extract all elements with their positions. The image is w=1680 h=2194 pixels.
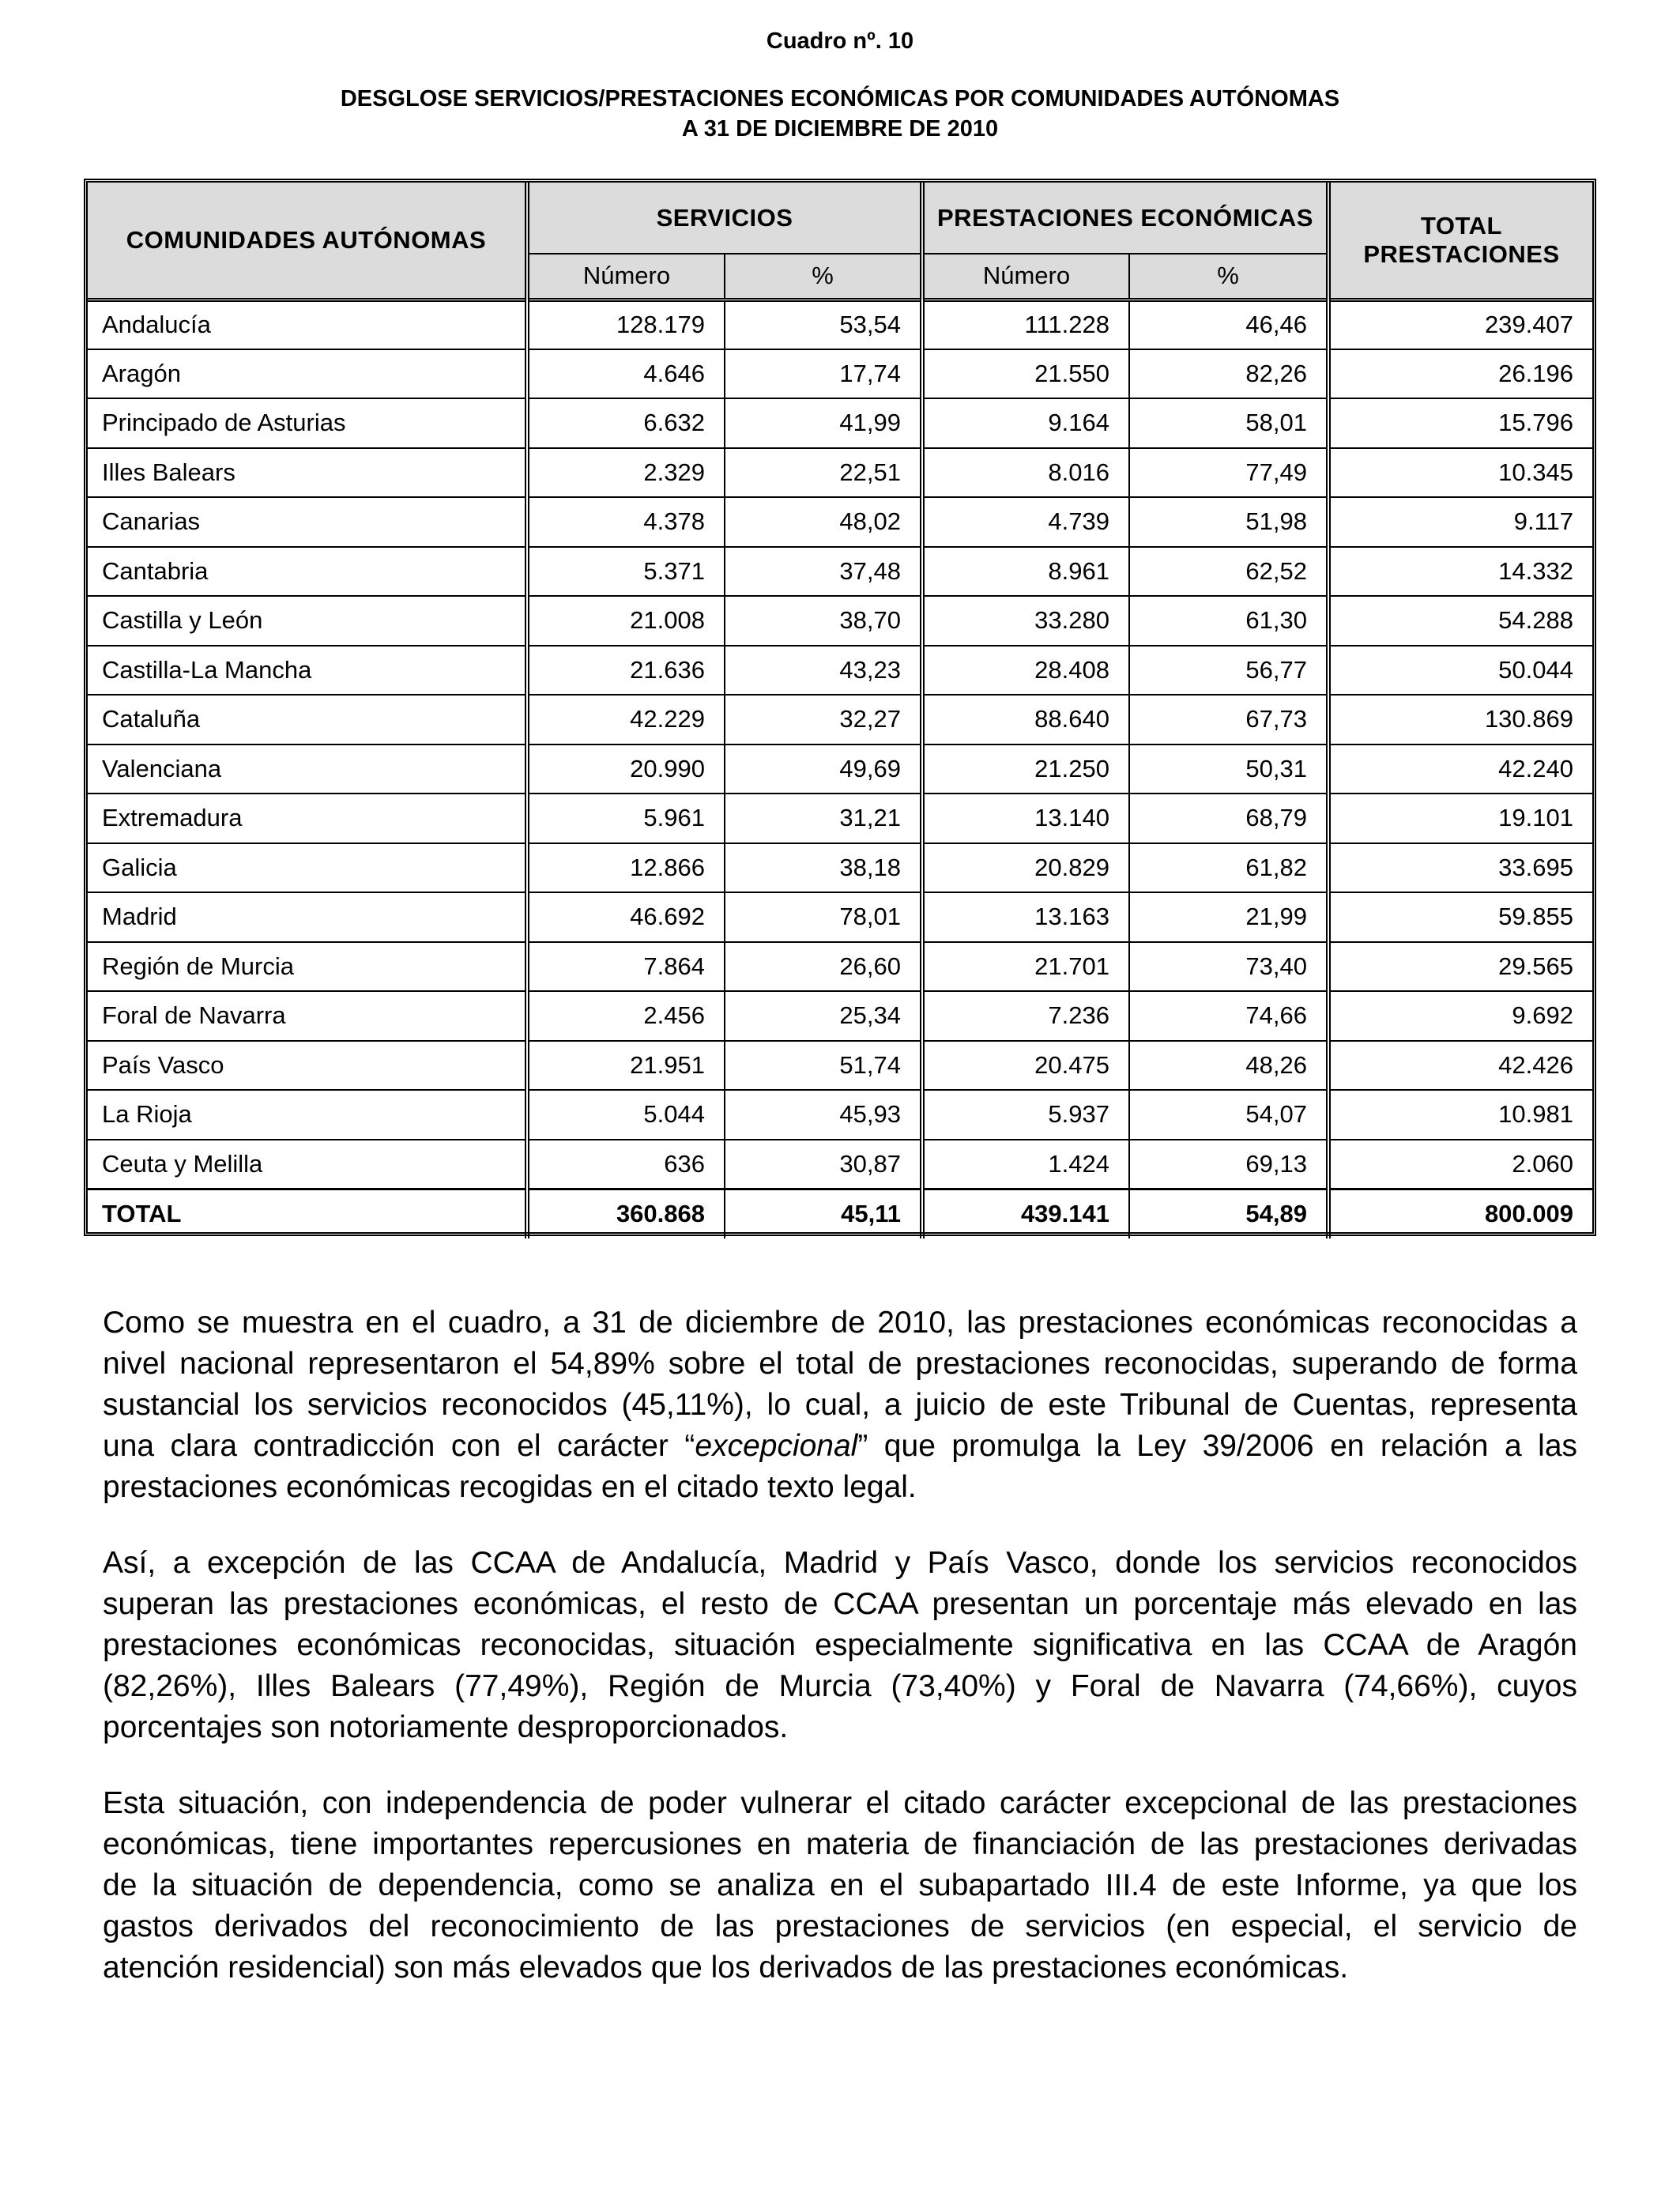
cell-serv-pct: 78,01 (725, 892, 922, 942)
cell-region: Andalucía (88, 300, 527, 349)
subheader-serv-numero: Número (527, 254, 725, 300)
table-row (88, 349, 1592, 399)
table-row (88, 1090, 1592, 1140)
cell-total: 54.288 (1328, 596, 1592, 646)
cell-prest-numero: 13.163 (922, 892, 1129, 942)
paragraph-1 (103, 1302, 1577, 1508)
cell-total: 15.796 (1328, 398, 1592, 448)
cell-prest-numero: 21.550 (922, 349, 1129, 399)
cell-prest-numero: 8.016 (922, 448, 1129, 498)
paragraph-2 (103, 1543, 1577, 1748)
cell-prest-pct: 51,98 (1129, 497, 1328, 547)
cell-serv-pct: 26,60 (725, 942, 922, 992)
paragraph-line: sustancial los servicios reconocidos (45,11%), lo cual, a juicio de este Tribunal de Cuentas, representa (103, 1388, 1577, 1422)
paragraph-3 (103, 1783, 1577, 1989)
cell-serv-pct: 45,11 (725, 1189, 922, 1238)
table-title-line-2: A 31 DE DICIEMBRE DE 2010 (681, 116, 999, 141)
cell-serv-numero: 12.866 (527, 843, 725, 893)
cell-prest-numero: 33.280 (922, 596, 1129, 646)
cell-total: 42.240 (1328, 745, 1592, 794)
cell-prest-numero: 20.829 (922, 843, 1129, 893)
cell-prest-numero: 21.701 (922, 942, 1129, 992)
cell-prest-numero: 5.937 (922, 1090, 1129, 1140)
paragraph-line (103, 1426, 1577, 1467)
paragraph-line: porcentajes son notoriamente desproporcionados. (103, 1710, 789, 1744)
cell-prest-numero: 4.739 (922, 497, 1129, 547)
cell-region: Cataluña (88, 695, 527, 745)
paragraph-line: gastos derivados del reconocimiento de las prestaciones de servicios (en especial, el servicio de (103, 1909, 1577, 1943)
cell-total: 239.407 (1328, 300, 1592, 349)
header-prestaciones: PRESTACIONES ECONÓMICAS (922, 183, 1328, 254)
data-table (84, 179, 1596, 1236)
cell-serv-pct: 53,54 (725, 300, 922, 349)
cell-total: 10.345 (1328, 448, 1592, 498)
header-servicios: SERVICIOS (527, 183, 922, 254)
table-row (88, 695, 1592, 745)
cell-serv-pct: 41,99 (725, 398, 922, 448)
cell-serv-numero: 4.646 (527, 349, 725, 399)
cell-prest-pct: 62,52 (1129, 547, 1328, 597)
cell-prest-pct: 73,40 (1129, 942, 1328, 992)
table-row (88, 448, 1592, 498)
cell-prest-pct: 69,13 (1129, 1140, 1328, 1189)
emphasis-text: excepcional (695, 1429, 858, 1463)
cell-prest-pct: 48,26 (1129, 1041, 1328, 1091)
table-row (88, 892, 1592, 942)
header-total (1328, 183, 1592, 300)
subheader-serv-pct: % (725, 254, 922, 300)
cell-serv-pct: 30,87 (725, 1140, 922, 1189)
cell-serv-pct: 22,51 (725, 448, 922, 498)
line-fragment: una clara contradicción con el carácter “ (103, 1429, 695, 1463)
subheader-prest-pct: % (1129, 254, 1328, 300)
table-row (88, 398, 1592, 448)
cell-region: Madrid (88, 892, 527, 942)
paragraph-line: nivel nacional representaron el 54,89% sobre el total de prestaciones reconocidas, superando de forma (103, 1347, 1577, 1381)
cell-total: 10.981 (1328, 1090, 1592, 1140)
cell-total: 29.565 (1328, 942, 1592, 992)
cell-serv-numero: 636 (527, 1140, 725, 1189)
table-row (88, 547, 1592, 597)
cell-prest-numero: 21.250 (922, 745, 1129, 794)
cell-serv-pct: 17,74 (725, 349, 922, 399)
paragraph-line: atención residencial) son más elevados que los derivados de las prestaciones económicas. (103, 1951, 1349, 1985)
cell-prest-numero: 1.424 (922, 1140, 1129, 1189)
cell-serv-pct: 31,21 (725, 794, 922, 843)
cell-prest-pct: 77,49 (1129, 448, 1328, 498)
table-row (88, 596, 1592, 646)
cell-serv-numero: 42.229 (527, 695, 725, 745)
paragraph-line: prestaciones económicas reconocidas, situación especialmente significativa en las CCAA de Aragón (103, 1628, 1577, 1662)
paragraph-line: Así, a excepción de las CCAA de Andalucía, Madrid y País Vasco, donde los servicios reconocidos (103, 1546, 1577, 1580)
table-row (88, 497, 1592, 547)
cell-serv-pct: 25,34 (725, 991, 922, 1041)
paragraph-line: (82,26%), Illes Balears (77,49%), Región de Murcia (73,40%) y Foral de Navarra (74,66%), cuyos (103, 1669, 1577, 1703)
table-title-line-1: DESGLOSE SERVICIOS/PRESTACIONES ECONÓMICAS POR COMUNIDADES AUTÓNOMAS (340, 86, 1340, 111)
cell-prest-pct: 82,26 (1129, 349, 1328, 399)
cell-serv-numero: 5.044 (527, 1090, 725, 1140)
cell-serv-pct: 32,27 (725, 695, 922, 745)
cell-total: 42.426 (1328, 1041, 1592, 1091)
cell-prest-pct: 67,73 (1129, 695, 1328, 745)
cell-serv-numero: 5.961 (527, 794, 725, 843)
cell-prest-numero: 9.164 (922, 398, 1129, 448)
table-row (88, 745, 1592, 794)
cell-total: 19.101 (1328, 794, 1592, 843)
cell-prest-numero: 20.475 (922, 1041, 1129, 1091)
table-caption: Cuadro nº. 10 (766, 28, 914, 54)
cell-serv-numero: 6.632 (527, 398, 725, 448)
paragraph-line: de la situación de dependencia, como se analiza en el subapartado III.4 de este Informe, ya que los (103, 1868, 1577, 1902)
cell-serv-numero: 4.378 (527, 497, 725, 547)
cell-region: Canarias (88, 497, 527, 547)
cell-prest-numero: 8.961 (922, 547, 1129, 597)
table-row (88, 300, 1592, 349)
cell-prest-pct: 58,01 (1129, 398, 1328, 448)
cell-region: Extremadura (88, 794, 527, 843)
cell-region: TOTAL (88, 1189, 527, 1238)
cell-total: 9.117 (1328, 497, 1592, 547)
cell-prest-pct: 56,77 (1129, 646, 1328, 696)
cell-serv-pct: 37,48 (725, 547, 922, 597)
cell-prest-pct: 54,89 (1129, 1189, 1328, 1238)
table-row (88, 1140, 1592, 1189)
cell-serv-numero: 7.864 (527, 942, 725, 992)
cell-serv-numero: 5.371 (527, 547, 725, 597)
cell-serv-numero: 2.329 (527, 448, 725, 498)
cell-serv-pct: 43,23 (725, 646, 922, 696)
cell-region: Foral de Navarra (88, 991, 527, 1041)
cell-total: 26.196 (1328, 349, 1592, 399)
cell-region: La Rioja (88, 1090, 527, 1140)
cell-total: 33.695 (1328, 843, 1592, 893)
cell-prest-pct: 68,79 (1129, 794, 1328, 843)
cell-serv-pct: 48,02 (725, 497, 922, 547)
cell-total: 130.869 (1328, 695, 1592, 745)
table-row (88, 646, 1592, 696)
table-row (88, 942, 1592, 992)
paragraph-line: económicas, tiene importantes repercusiones en materia de financiación de las prestaciones derivadas (103, 1827, 1577, 1861)
cell-serv-numero: 128.179 (527, 300, 725, 349)
paragraph-line: Esta situación, con independencia de poder vulnerar el citado carácter excepcional de las prestaciones (103, 1786, 1577, 1820)
cell-region: Castilla y León (88, 596, 527, 646)
cell-region: Valenciana (88, 745, 527, 794)
cell-region: Ceuta y Melilla (88, 1140, 527, 1189)
cell-serv-numero: 46.692 (527, 892, 725, 942)
header-total-line-2: PRESTACIONES (1363, 239, 1560, 268)
cell-region: Galicia (88, 843, 527, 893)
cell-region: Illes Balears (88, 448, 527, 498)
cell-prest-pct: 61,30 (1129, 596, 1328, 646)
cell-region: Región de Murcia (88, 942, 527, 992)
table-row (88, 991, 1592, 1041)
cell-serv-numero: 2.456 (527, 991, 725, 1041)
cell-prest-pct: 61,82 (1129, 843, 1328, 893)
cell-prest-numero: 13.140 (922, 794, 1129, 843)
cell-total: 9.692 (1328, 991, 1592, 1041)
cell-total: 14.332 (1328, 547, 1592, 597)
paragraph-line: superan las prestaciones económicas, el resto de CCAA presentan un porcentaje más elevado en las (103, 1587, 1577, 1621)
cell-serv-numero: 21.008 (527, 596, 725, 646)
cell-region: Castilla-La Mancha (88, 646, 527, 696)
paragraph-line: prestaciones económicas recogidas en el citado texto legal. (103, 1470, 917, 1504)
cell-prest-pct: 21,99 (1129, 892, 1328, 942)
table-row (88, 794, 1592, 843)
cell-total: 59.855 (1328, 892, 1592, 942)
cell-serv-numero: 21.636 (527, 646, 725, 696)
cell-serv-pct: 49,69 (725, 745, 922, 794)
cell-total: 2.060 (1328, 1140, 1592, 1189)
cell-total: 50.044 (1328, 646, 1592, 696)
cell-region: Cantabria (88, 547, 527, 597)
table-row (88, 843, 1592, 893)
cell-serv-numero: 21.951 (527, 1041, 725, 1091)
table-total-row (88, 1189, 1592, 1238)
cell-prest-pct: 46,46 (1129, 300, 1328, 349)
cell-prest-numero: 439.141 (922, 1189, 1129, 1238)
table-title (0, 84, 1680, 144)
cell-serv-pct: 51,74 (725, 1041, 922, 1091)
line-fragment: ” que promulga la Ley 39/2006 en relación a las (857, 1429, 1578, 1463)
cell-region: País Vasco (88, 1041, 527, 1091)
cell-prest-pct: 74,66 (1129, 991, 1328, 1041)
cell-serv-pct: 38,18 (725, 843, 922, 893)
header-region: COMUNIDADES AUTÓNOMAS (88, 183, 527, 300)
cell-region: Aragón (88, 349, 527, 399)
cell-prest-numero: 7.236 (922, 991, 1129, 1041)
cell-prest-numero: 111.228 (922, 300, 1129, 349)
cell-region: Principado de Asturias (88, 398, 527, 448)
cell-total: 800.009 (1328, 1189, 1592, 1238)
cell-prest-numero: 28.408 (922, 646, 1129, 696)
cell-serv-numero: 360.868 (527, 1189, 725, 1238)
cell-prest-pct: 50,31 (1129, 745, 1328, 794)
cell-prest-pct: 54,07 (1129, 1090, 1328, 1140)
cell-serv-numero: 20.990 (527, 745, 725, 794)
cell-prest-numero: 88.640 (922, 695, 1129, 745)
subheader-prest-numero: Número (922, 254, 1129, 300)
header-total-line-1: TOTAL (1421, 211, 1502, 239)
paragraph-line: Como se muestra en el cuadro, a 31 de diciembre de 2010, las prestaciones económicas reconocidas a (103, 1306, 1577, 1340)
cell-serv-pct: 38,70 (725, 596, 922, 646)
table-row (88, 1041, 1592, 1091)
cell-serv-pct: 45,93 (725, 1090, 922, 1140)
